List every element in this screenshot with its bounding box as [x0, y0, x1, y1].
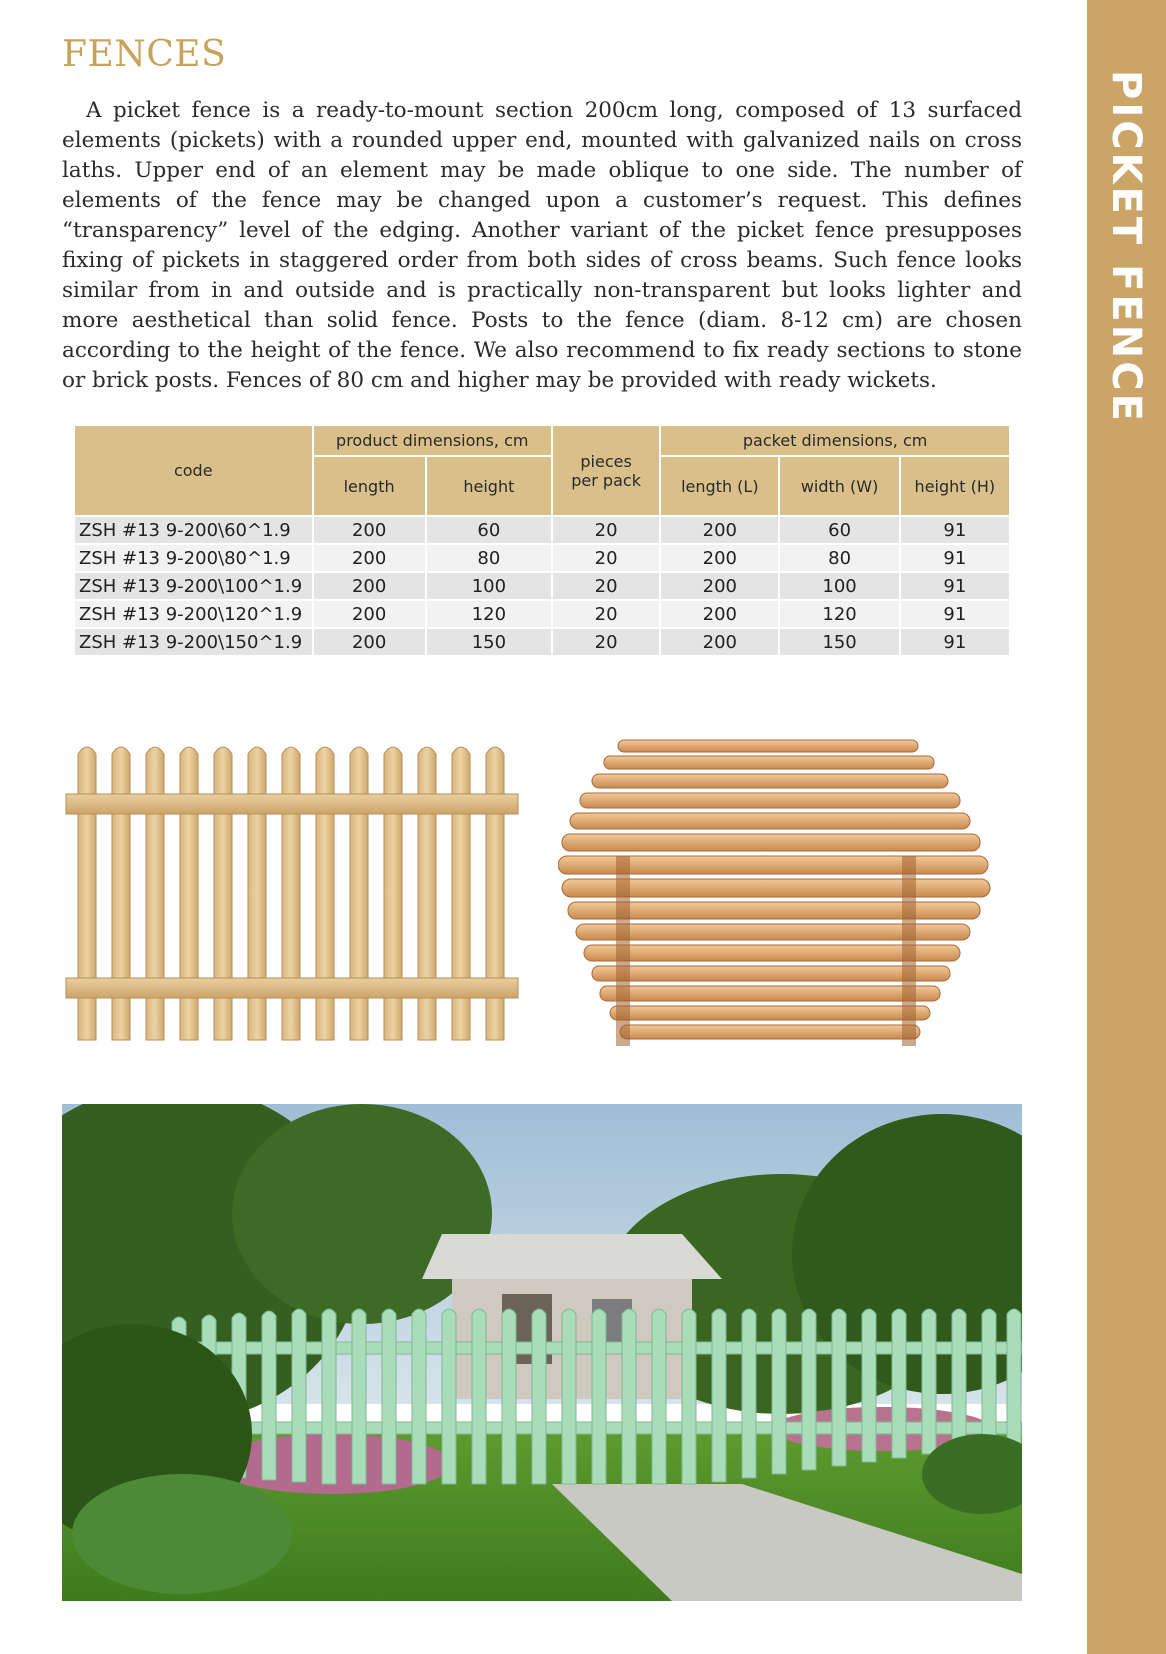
table-row [74, 544, 1010, 572]
cell-height: 100 [426, 572, 552, 600]
lower-cross-lath [66, 978, 518, 998]
cell-packet-height: 91 [900, 516, 1010, 544]
cell-pieces: 20 [552, 516, 660, 544]
intro-paragraph: A picket fence is a ready-to-mount section 200cm long, composed of 13 surfaced elements (pickets) with a rounded upper end, mounted with galvanized nails on cross laths. Upper end of an element may be made oblique to one side. The number of elements of the fence may be changed upon a customer’s request. This defines “transparency” level of the edging. Another variant of the picket fence presupposes fixing of pickets in staggered order from both sides of cross beams. Such fence looks similar from in and outside and is practically non-transparent but looks lighter and more aesthetical than solid fence. Posts to the fence (diam. 8-12 cm) are chosen according to the height of the fence. We also recommend to fix ready sections to stone or brick posts. Fences of 80 cm and higher may be provided with ready wickets. [62, 98, 1022, 393]
pack-strap-right [902, 856, 916, 1046]
header-packet-width: width (W) [779, 456, 899, 516]
table-row [74, 600, 1010, 628]
cell-length: 200 [313, 572, 426, 600]
cell-code: ZSH #13 9-200\150^1.9 [74, 628, 313, 656]
header-length: length [313, 456, 426, 516]
cell-pieces: 20 [552, 544, 660, 572]
cell-packet-height: 91 [900, 572, 1010, 600]
cell-packet-width: 60 [779, 516, 899, 544]
wood-packet-image [558, 736, 998, 1058]
header-code: code [74, 425, 313, 516]
upper-cross-lath [66, 794, 518, 814]
cell-packet-height: 91 [900, 544, 1010, 572]
table-row [74, 516, 1010, 544]
cell-code: ZSH #13 9-200\120^1.9 [74, 600, 313, 628]
header-pieces-line2: per pack [571, 470, 641, 490]
header-packet-dimensions: packet dimensions, cm [660, 425, 1010, 456]
cell-packet-width: 100 [779, 572, 899, 600]
cell-packet-length: 200 [660, 544, 779, 572]
header-pieces-per-pack [552, 425, 660, 516]
cell-packet-height: 91 [900, 600, 1010, 628]
cell-height: 150 [426, 628, 552, 656]
cell-length: 200 [313, 628, 426, 656]
table-row [74, 572, 1010, 600]
cell-packet-length: 200 [660, 516, 779, 544]
page-title: FENCES [62, 34, 227, 75]
cell-height: 120 [426, 600, 552, 628]
header-packet-length: length (L) [660, 456, 779, 516]
cell-height: 80 [426, 544, 552, 572]
cell-pieces: 20 [552, 628, 660, 656]
header-pieces-line1: pieces [580, 451, 632, 471]
sidebar-title [1087, 70, 1166, 424]
header-product-dimensions: product dimensions, cm [313, 425, 553, 456]
cell-height: 60 [426, 516, 552, 544]
cell-packet-length: 200 [660, 600, 779, 628]
cell-packet-length: 200 [660, 572, 779, 600]
picket-fence-image [62, 740, 522, 1050]
cell-packet-height: 91 [900, 628, 1010, 656]
specs-table [73, 424, 1011, 657]
cell-code: ZSH #13 9-200\80^1.9 [74, 544, 313, 572]
pack-strap-left [616, 856, 630, 1046]
cell-pieces: 20 [552, 572, 660, 600]
header-height: height [426, 456, 552, 516]
cell-code: ZSH #13 9-200\60^1.9 [74, 516, 313, 544]
garden-fence-photo [62, 1104, 1022, 1601]
cell-length: 200 [313, 544, 426, 572]
cell-length: 200 [313, 516, 426, 544]
cell-packet-width: 80 [779, 544, 899, 572]
header-packet-height: height (H) [900, 456, 1010, 516]
sidebar-title-text: PICKET FENCE [1103, 70, 1149, 424]
cell-pieces: 20 [552, 600, 660, 628]
cell-packet-width: 120 [779, 600, 899, 628]
table-row [74, 628, 1010, 656]
cell-packet-width: 150 [779, 628, 899, 656]
cell-code: ZSH #13 9-200\100^1.9 [74, 572, 313, 600]
cell-packet-length: 200 [660, 628, 779, 656]
cell-length: 200 [313, 600, 426, 628]
